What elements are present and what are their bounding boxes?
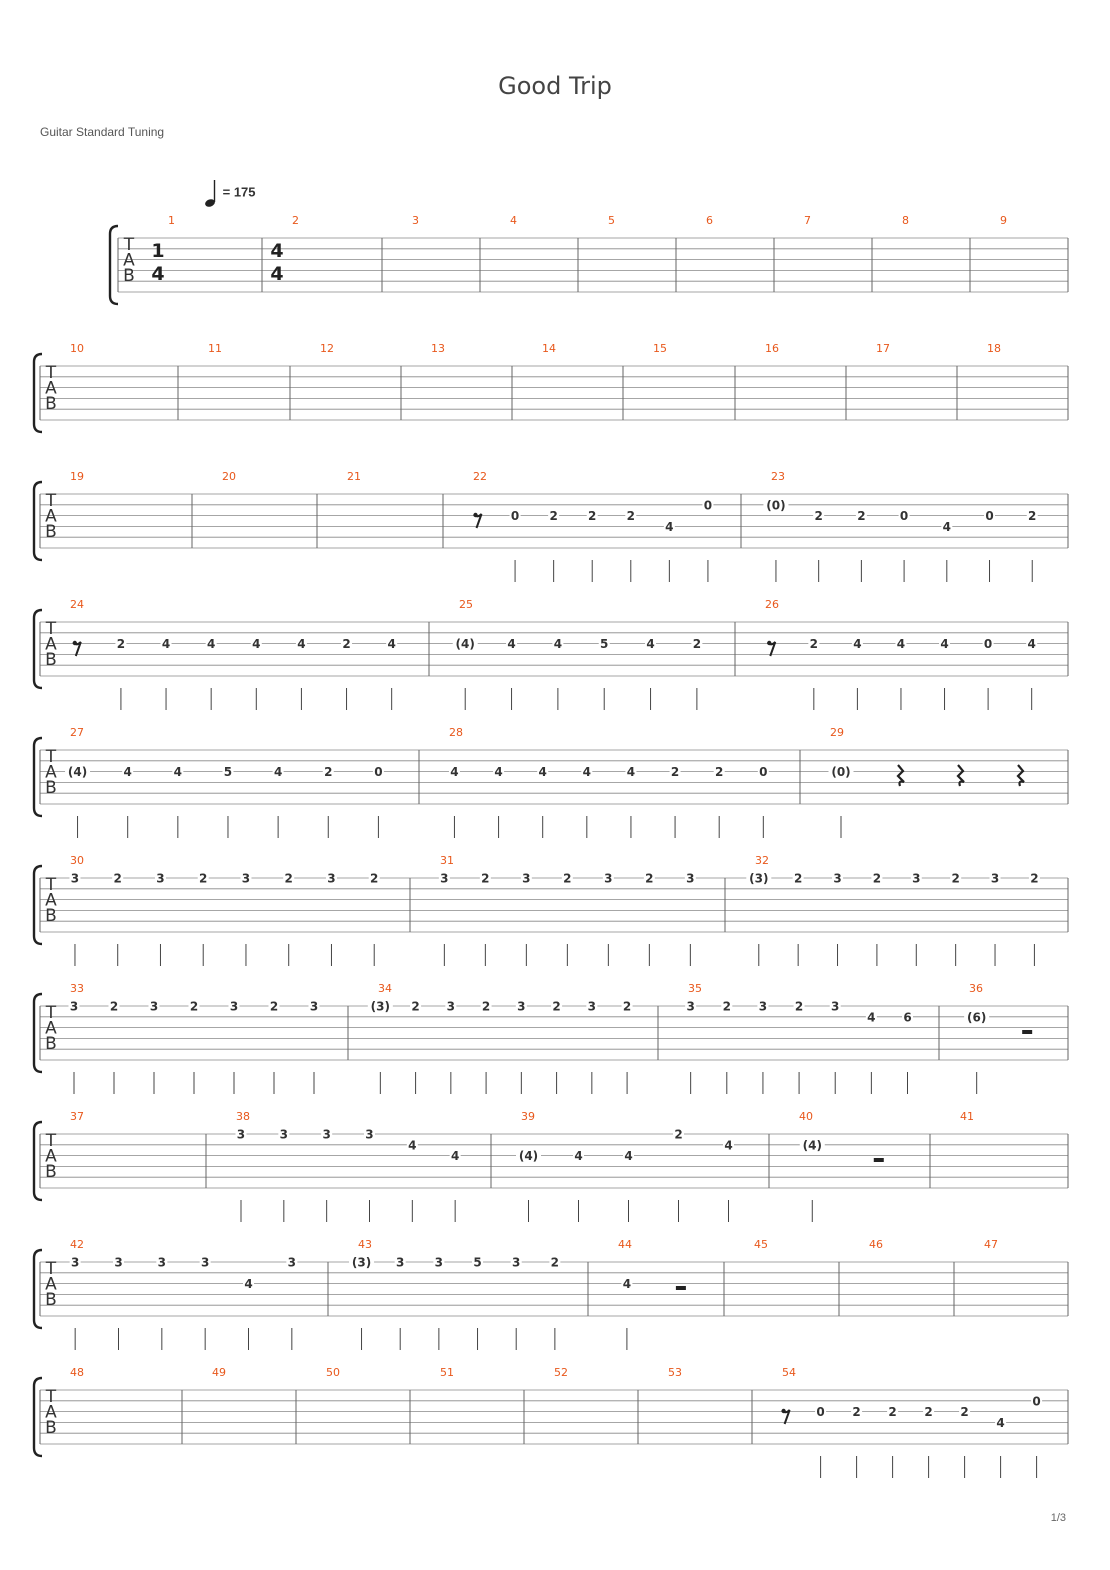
fret-number: 0 (703, 498, 713, 513)
tab-clef-letter: B (45, 650, 57, 670)
fret-number: 2 (550, 1255, 560, 1270)
fret-number: 2 (814, 509, 823, 524)
tab-clef-letter: T (45, 1259, 57, 1279)
fret-number: 0 (759, 765, 768, 780)
fret-number: (0) (766, 498, 786, 513)
measure-number: 21 (347, 470, 361, 483)
tab-clef-letter: A (45, 1274, 57, 1295)
measure-number: 50 (326, 1366, 340, 1379)
fret-number: 4 (450, 1149, 460, 1164)
fret-number: 2 (116, 637, 126, 652)
fret-number: 3 (831, 999, 840, 1014)
measure-number: 5 (608, 214, 615, 227)
fret-number: 5 (223, 765, 233, 780)
fret-number: 2 (674, 1127, 683, 1142)
measure-number: 1 (168, 214, 175, 227)
tab-clef-letter: B (45, 1162, 57, 1182)
measure-number: 14 (542, 342, 556, 355)
fret-number: 2 (563, 871, 572, 886)
quarter-rest (1018, 765, 1024, 786)
measure-number: 24 (70, 598, 84, 611)
measure-number: 41 (960, 1110, 974, 1123)
fret-number: (0) (831, 765, 851, 780)
fret-number: 3 (241, 871, 251, 886)
half-rest (676, 1286, 686, 1290)
fret-number: 5 (473, 1255, 482, 1270)
fret-number: 3 (446, 999, 456, 1014)
fret-number: 3 (309, 999, 319, 1014)
tab-clef-letter: A (123, 250, 135, 271)
fret-number: 3 (229, 999, 239, 1014)
fret-number: 3 (156, 871, 165, 886)
tab-clef-letter: T (123, 235, 135, 255)
fret-number: 3 (686, 871, 695, 886)
fret-number: 4 (244, 1277, 253, 1292)
tab-clef-letter: B (45, 1290, 57, 1310)
measure-number: 37 (70, 1110, 84, 1123)
tab-clef-letter: A (45, 1402, 57, 1423)
measure-number: 9 (1000, 214, 1007, 227)
measure-number: 48 (70, 1366, 84, 1379)
measure-number: 17 (876, 342, 890, 355)
fret-number: 2 (888, 1405, 897, 1420)
song-title: Good Trip (498, 72, 612, 100)
tab-clef-letter: A (45, 762, 57, 783)
fret-number: 2 (1028, 509, 1037, 524)
fret-number: 0 (510, 509, 520, 524)
fret-number: (4) (802, 1138, 822, 1153)
fret-number: 0 (816, 1405, 825, 1420)
tab-clef-letter: A (45, 1018, 57, 1039)
fret-number: (6) (967, 1010, 987, 1025)
fret-number: 2 (722, 999, 731, 1014)
fret-number: 3 (279, 1127, 289, 1142)
fret-number: 4 (942, 519, 951, 534)
fret-number: 2 (552, 999, 561, 1014)
fret-number: 3 (912, 871, 921, 886)
measure-number: 44 (618, 1238, 632, 1251)
fret-number: 0 (374, 765, 383, 780)
tab-clef-letter: A (45, 506, 57, 527)
tab-clef-letter: T (45, 363, 57, 383)
tab-clef-letter: B (45, 394, 57, 414)
fret-number: 2 (809, 637, 819, 652)
measure-number: 16 (765, 342, 779, 355)
fret-number: 4 (507, 637, 516, 652)
fret-number: 4 (553, 637, 563, 652)
measure-number: 11 (208, 342, 222, 355)
measure-number: 42 (70, 1238, 84, 1251)
fret-number: 4 (867, 1010, 876, 1025)
measure-number: 46 (869, 1238, 883, 1251)
fret-number: 3 (686, 999, 695, 1014)
tab-clef-letter: T (45, 1387, 57, 1407)
measure-number: 33 (70, 982, 84, 995)
fret-number: 4 (387, 637, 396, 652)
tab-clef-letter: T (45, 1131, 57, 1151)
half-rest (874, 1158, 884, 1162)
fret-number: 2 (481, 871, 490, 886)
measure-number: 30 (70, 854, 84, 867)
tab-clef-letter: A (45, 890, 57, 911)
fret-number: 4 (297, 637, 306, 652)
fret-number: (3) (749, 871, 769, 886)
measure-number: 31 (440, 854, 454, 867)
measure-number: 54 (782, 1366, 796, 1379)
measure-number: 43 (358, 1238, 372, 1251)
measure-number: 27 (70, 726, 84, 739)
fret-number: 3 (114, 1255, 123, 1270)
measure-number: 22 (473, 470, 487, 483)
fret-number: 2 (199, 871, 208, 886)
fret-number: (3) (351, 1255, 372, 1270)
fret-number: 3 (365, 1127, 374, 1142)
fret-number: 3 (396, 1255, 405, 1270)
fret-number: 3 (157, 1255, 167, 1270)
quarter-rest (898, 765, 904, 786)
tab-clef-letter: T (45, 619, 57, 639)
fret-number: 6 (903, 1010, 912, 1025)
measure-number: 20 (222, 470, 236, 483)
fret-number: 4 (574, 1149, 583, 1164)
fret-number: 2 (960, 1405, 969, 1420)
fret-number: 4 (1027, 637, 1036, 652)
tab-clef-letter: T (45, 1003, 57, 1023)
fret-number: 3 (522, 871, 531, 886)
fret-number: 2 (715, 765, 724, 780)
fret-number: 2 (951, 871, 960, 886)
eighth-rest-dot (73, 641, 77, 645)
measure-number: 51 (440, 1366, 454, 1379)
fret-number: 3 (69, 999, 79, 1014)
tab-clef-letter: A (45, 378, 57, 399)
fret-number: 4 (622, 1277, 632, 1292)
tab-clef-letter: A (45, 634, 57, 655)
fret-number: 4 (173, 765, 183, 780)
tab-clef-letter: T (45, 747, 57, 767)
fret-number: 2 (342, 637, 351, 652)
fret-number: 0 (899, 509, 909, 524)
fret-number: 2 (872, 871, 882, 886)
fret-number: 4 (252, 637, 261, 652)
fret-number: 2 (793, 871, 803, 886)
tab-clef-letter: B (45, 906, 57, 926)
fret-number: 3 (434, 1255, 444, 1270)
fret-number: 3 (440, 871, 449, 886)
fret-number: 4 (665, 519, 674, 534)
measure-number: 52 (554, 1366, 568, 1379)
tab-clef-letter: B (45, 1034, 57, 1054)
fret-number: 3 (70, 871, 80, 886)
fret-number: 2 (189, 999, 199, 1014)
fret-number: 0 (1032, 1394, 1041, 1409)
fret-number: 2 (109, 999, 119, 1014)
half-rest (1022, 1030, 1032, 1034)
time-signature-bottom: 4 (151, 263, 165, 285)
measure-number: 39 (521, 1110, 535, 1123)
tab-clef-letter: T (45, 875, 57, 895)
fret-number: 3 (287, 1255, 297, 1270)
fret-number: 2 (692, 637, 702, 652)
fret-number: 4 (896, 637, 906, 652)
fret-number: 2 (481, 999, 491, 1014)
fret-number: 2 (113, 871, 122, 886)
fret-number: (4) (455, 637, 475, 652)
measure-number: 13 (431, 342, 445, 355)
fret-number: 2 (626, 509, 635, 524)
fret-number: 2 (857, 509, 866, 524)
measure-number: 19 (70, 470, 84, 483)
page-number: 1/3 (1050, 1512, 1066, 1524)
tab-clef-letter: B (123, 266, 135, 286)
quarter-rest (958, 765, 964, 786)
fret-number: 2 (324, 765, 333, 780)
tempo-value: = 175 (222, 184, 256, 200)
fret-number: 2 (549, 509, 558, 524)
fret-number: 3 (322, 1127, 331, 1142)
measure-number: 34 (378, 982, 392, 995)
measure-number: 23 (771, 470, 785, 483)
measure-number: 40 (799, 1110, 813, 1123)
fret-number: 0 (985, 509, 994, 524)
measure-number: 25 (459, 598, 473, 611)
fret-number: 2 (794, 999, 804, 1014)
fret-number: 4 (494, 765, 503, 780)
fret-number: 2 (269, 999, 279, 1014)
fret-number: (4) (67, 765, 88, 780)
tuning-label: Guitar Standard Tuning (40, 125, 165, 139)
measure-number: 12 (320, 342, 334, 355)
time-signature-bottom: 4 (270, 263, 284, 285)
measure-number: 36 (969, 982, 983, 995)
fret-number: 3 (327, 871, 336, 886)
fret-number: 3 (512, 1255, 521, 1270)
fret-number: 2 (411, 999, 420, 1014)
fret-number: 2 (645, 871, 654, 886)
fret-number: 3 (236, 1127, 246, 1142)
fret-number: 2 (924, 1405, 933, 1420)
eighth-rest-dot (473, 513, 477, 517)
measure-number: 26 (765, 598, 779, 611)
measure-number: 35 (688, 982, 702, 995)
time-signature-top: 1 (151, 240, 165, 262)
measure-number: 28 (449, 726, 463, 739)
fret-number: 4 (538, 765, 547, 780)
fret-number: 3 (200, 1255, 210, 1270)
fret-number: 3 (758, 999, 768, 1014)
fret-number: 2 (1030, 871, 1039, 886)
measure-number: 47 (984, 1238, 998, 1251)
fret-number: 4 (646, 637, 655, 652)
fret-number: 4 (724, 1138, 733, 1153)
fret-number: 4 (273, 765, 283, 780)
fret-number: 4 (940, 637, 949, 652)
measure-number: 18 (987, 342, 1001, 355)
eighth-rest-dot (767, 641, 771, 645)
fret-number: 2 (370, 871, 379, 886)
fret-number: 3 (833, 871, 842, 886)
measure-number: 49 (212, 1366, 226, 1379)
fret-number: 2 (670, 765, 680, 780)
fret-number: 4 (123, 765, 132, 780)
fret-number: 3 (587, 999, 597, 1014)
measure-number: 7 (804, 214, 811, 227)
fret-number: 3 (604, 871, 613, 886)
tab-clef-letter: B (45, 1418, 57, 1438)
measure-number: 45 (754, 1238, 768, 1251)
fret-number: 4 (624, 1149, 633, 1164)
eighth-rest-dot (781, 1409, 785, 1413)
measure-number: 38 (236, 1110, 250, 1123)
fret-number: (4) (518, 1149, 539, 1164)
fret-number: 3 (70, 1255, 80, 1270)
fret-number: 4 (853, 637, 862, 652)
fret-number: 4 (996, 1415, 1005, 1430)
measure-number: 2 (292, 214, 299, 227)
fret-number: 4 (206, 637, 216, 652)
system-bracket (110, 226, 118, 304)
measure-number: 29 (830, 726, 844, 739)
fret-number: 5 (600, 637, 609, 652)
tab-clef-letter: A (45, 1146, 57, 1167)
time-signature-top: 4 (270, 240, 284, 262)
measure-number: 10 (70, 342, 84, 355)
fret-number: 3 (149, 999, 159, 1014)
measure-number: 6 (706, 214, 713, 227)
measure-number: 15 (653, 342, 667, 355)
fret-number: 2 (622, 999, 632, 1014)
fret-number: (3) (370, 999, 391, 1014)
fret-number: 0 (983, 637, 993, 652)
fret-number: 4 (450, 765, 459, 780)
fret-number: 3 (990, 871, 1000, 886)
fret-number: 2 (588, 509, 597, 524)
tab-clef-letter: T (45, 491, 57, 511)
measure-number: 8 (902, 214, 909, 227)
fret-number: 4 (582, 765, 591, 780)
fret-number: 2 (284, 871, 293, 886)
fret-number: 4 (161, 637, 171, 652)
tab-clef-letter: B (45, 778, 57, 798)
fret-number: 4 (408, 1138, 417, 1153)
measure-number: 32 (755, 854, 769, 867)
tab-clef-letter: B (45, 522, 57, 542)
fret-number: 3 (517, 999, 526, 1014)
fret-number: 4 (626, 765, 636, 780)
fret-number: 2 (852, 1405, 861, 1420)
measure-number: 53 (668, 1366, 682, 1379)
measure-number: 3 (412, 214, 419, 227)
measure-number: 4 (510, 214, 517, 227)
